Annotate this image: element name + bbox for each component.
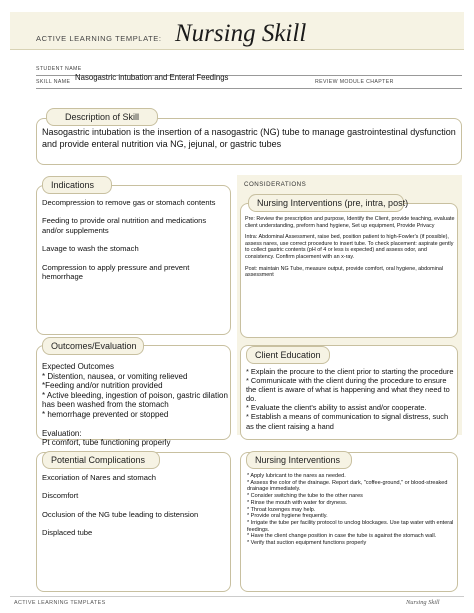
complication-item: Discomfort — [42, 491, 79, 501]
education-item: * Evaluate the client's ability to assist and/or cooperate. — [246, 403, 427, 413]
intervention-item: * Irrigate the tube per facility protocol to unclog blockages. Use tap water with enteral feedings. — [247, 519, 454, 533]
complications-list — [42, 473, 228, 547]
outcome-line: * Active bleeding, ingestion of poison, gastric dilation has been washed from the stomach — [42, 390, 228, 410]
complication-item: Displaced tube — [42, 528, 93, 538]
footer-left-label: ACTIVE LEARNING TEMPLATES — [14, 600, 106, 606]
footer-divider — [10, 596, 464, 597]
student-name-label: STUDENT NAME — [36, 66, 82, 72]
nursing-interventions-title: Nursing Interventions (pre, intra, post) — [248, 194, 404, 212]
client-education-title: Client Education — [246, 346, 330, 364]
complications-title: Potential Complications — [42, 451, 160, 469]
intervention-item: * Have the client change position in case the tube is against the stomach wall. — [247, 533, 437, 540]
intervention-item: * Rinse the mouth with water for dryness. — [247, 499, 348, 506]
education-item: * Explain the procure to the client prior to starting the procedure — [246, 367, 454, 376]
evaluation-label: Evaluation: — [42, 428, 82, 438]
client-education-list — [246, 367, 454, 431]
template-label: ACTIVE LEARNING TEMPLATE: — [36, 34, 162, 43]
intervention-item: * Assess the color of the drainage. Report dark, "coffee-ground," or blood-streaked drainage immediately. — [247, 479, 448, 493]
education-item: * Communicate with the client during the procedure to ensure the client is aware of what is happening and what they need to do. — [246, 376, 450, 404]
review-module-label: REVIEW MODULE CHAPTER — [315, 79, 394, 85]
outcomes-title: Outcomes/Evaluation — [42, 337, 144, 355]
intervention-item: * Throat lozenges may help. — [247, 506, 316, 513]
nursing-interventions-2-list — [247, 473, 455, 547]
outcome-line: *Feeding and/or nutrition provided — [42, 381, 163, 391]
outcome-line: * hemorrhage prevented or stopped — [42, 409, 169, 419]
indication-item: Decompression to remove gas or stomach contents — [42, 198, 216, 207]
description-title: Description of Skill — [46, 108, 158, 126]
considerations-label: CONSIDERATIONS — [244, 181, 307, 188]
pre-paragraph: Pre: Review the prescription and purpose, Identify the Client, provide teaching, evaluate client understanding, preform hand hygiene, Set up equipment, Provide Privacy — [245, 216, 455, 229]
intra-paragraph: Intra: Abdominal Assessment, raise bed, position patient to high-Fowler's (if possible), assess nares, use correct procedure to insert tube. To check placement: aspirate gently to collect gastric contents (pH of 4 or less is expected) and assess odor, and consistency. Confirm placement with an x-ray. — [245, 234, 454, 260]
skill-name-value: Nasogastric intubation and Enteral Feedings — [75, 73, 229, 82]
page-title: Nursing Skill — [175, 20, 307, 47]
nursing-interventions-text — [245, 216, 455, 284]
indications-list — [42, 198, 227, 290]
complication-item: Occlusion of the NG tube leading to distension — [42, 509, 199, 519]
education-item: * Establish a means of communication to signal distress, such as the client raising a hand — [246, 412, 449, 431]
nursing-interventions-2-title: Nursing Interventions — [246, 451, 352, 469]
indication-item: Lavage to wash the stomach — [42, 244, 139, 254]
indications-title: Indications — [42, 176, 112, 194]
outcomes-text — [42, 362, 228, 448]
evaluation-text: Pt comfort, tube functioning properly — [42, 438, 171, 448]
complication-item: Excoriation of Nares and stomach — [42, 473, 156, 482]
intervention-item: * Verify that suction equipment functions properly — [247, 540, 367, 547]
skill-name-label: SKILL NAME — [36, 79, 71, 85]
intervention-item: * Apply lubricant to the nares as needed. — [247, 473, 346, 479]
intervention-item: * Provide oral hygiene frequently. — [247, 513, 328, 520]
outcome-line: * Distention, nausea, or vomiting relieved — [42, 371, 188, 381]
indication-item: Compression to apply pressure and prevent hemorrhage — [42, 262, 190, 282]
outcome-line: Expected Outcomes — [42, 362, 115, 371]
skill-name-line — [36, 88, 462, 89]
intervention-item: * Consider switching the tube to the other nares — [247, 493, 363, 500]
description-text: Nasogastric intubation is the insertion of a nasogastric (NG) tube to manage gastrointestinal dysfunction and provide enteral nutrition via NG, jejunal, or gastric tubes — [42, 127, 456, 149]
post-paragraph: Post: maintain NG Tube, measure output, provide comfort, oral hygiene, abdominal assessment — [245, 265, 444, 279]
indication-item: Feeding to provide oral nutrition and medications and/or supplements — [42, 216, 207, 235]
footer-right-label: Nursing Skill — [406, 599, 440, 606]
